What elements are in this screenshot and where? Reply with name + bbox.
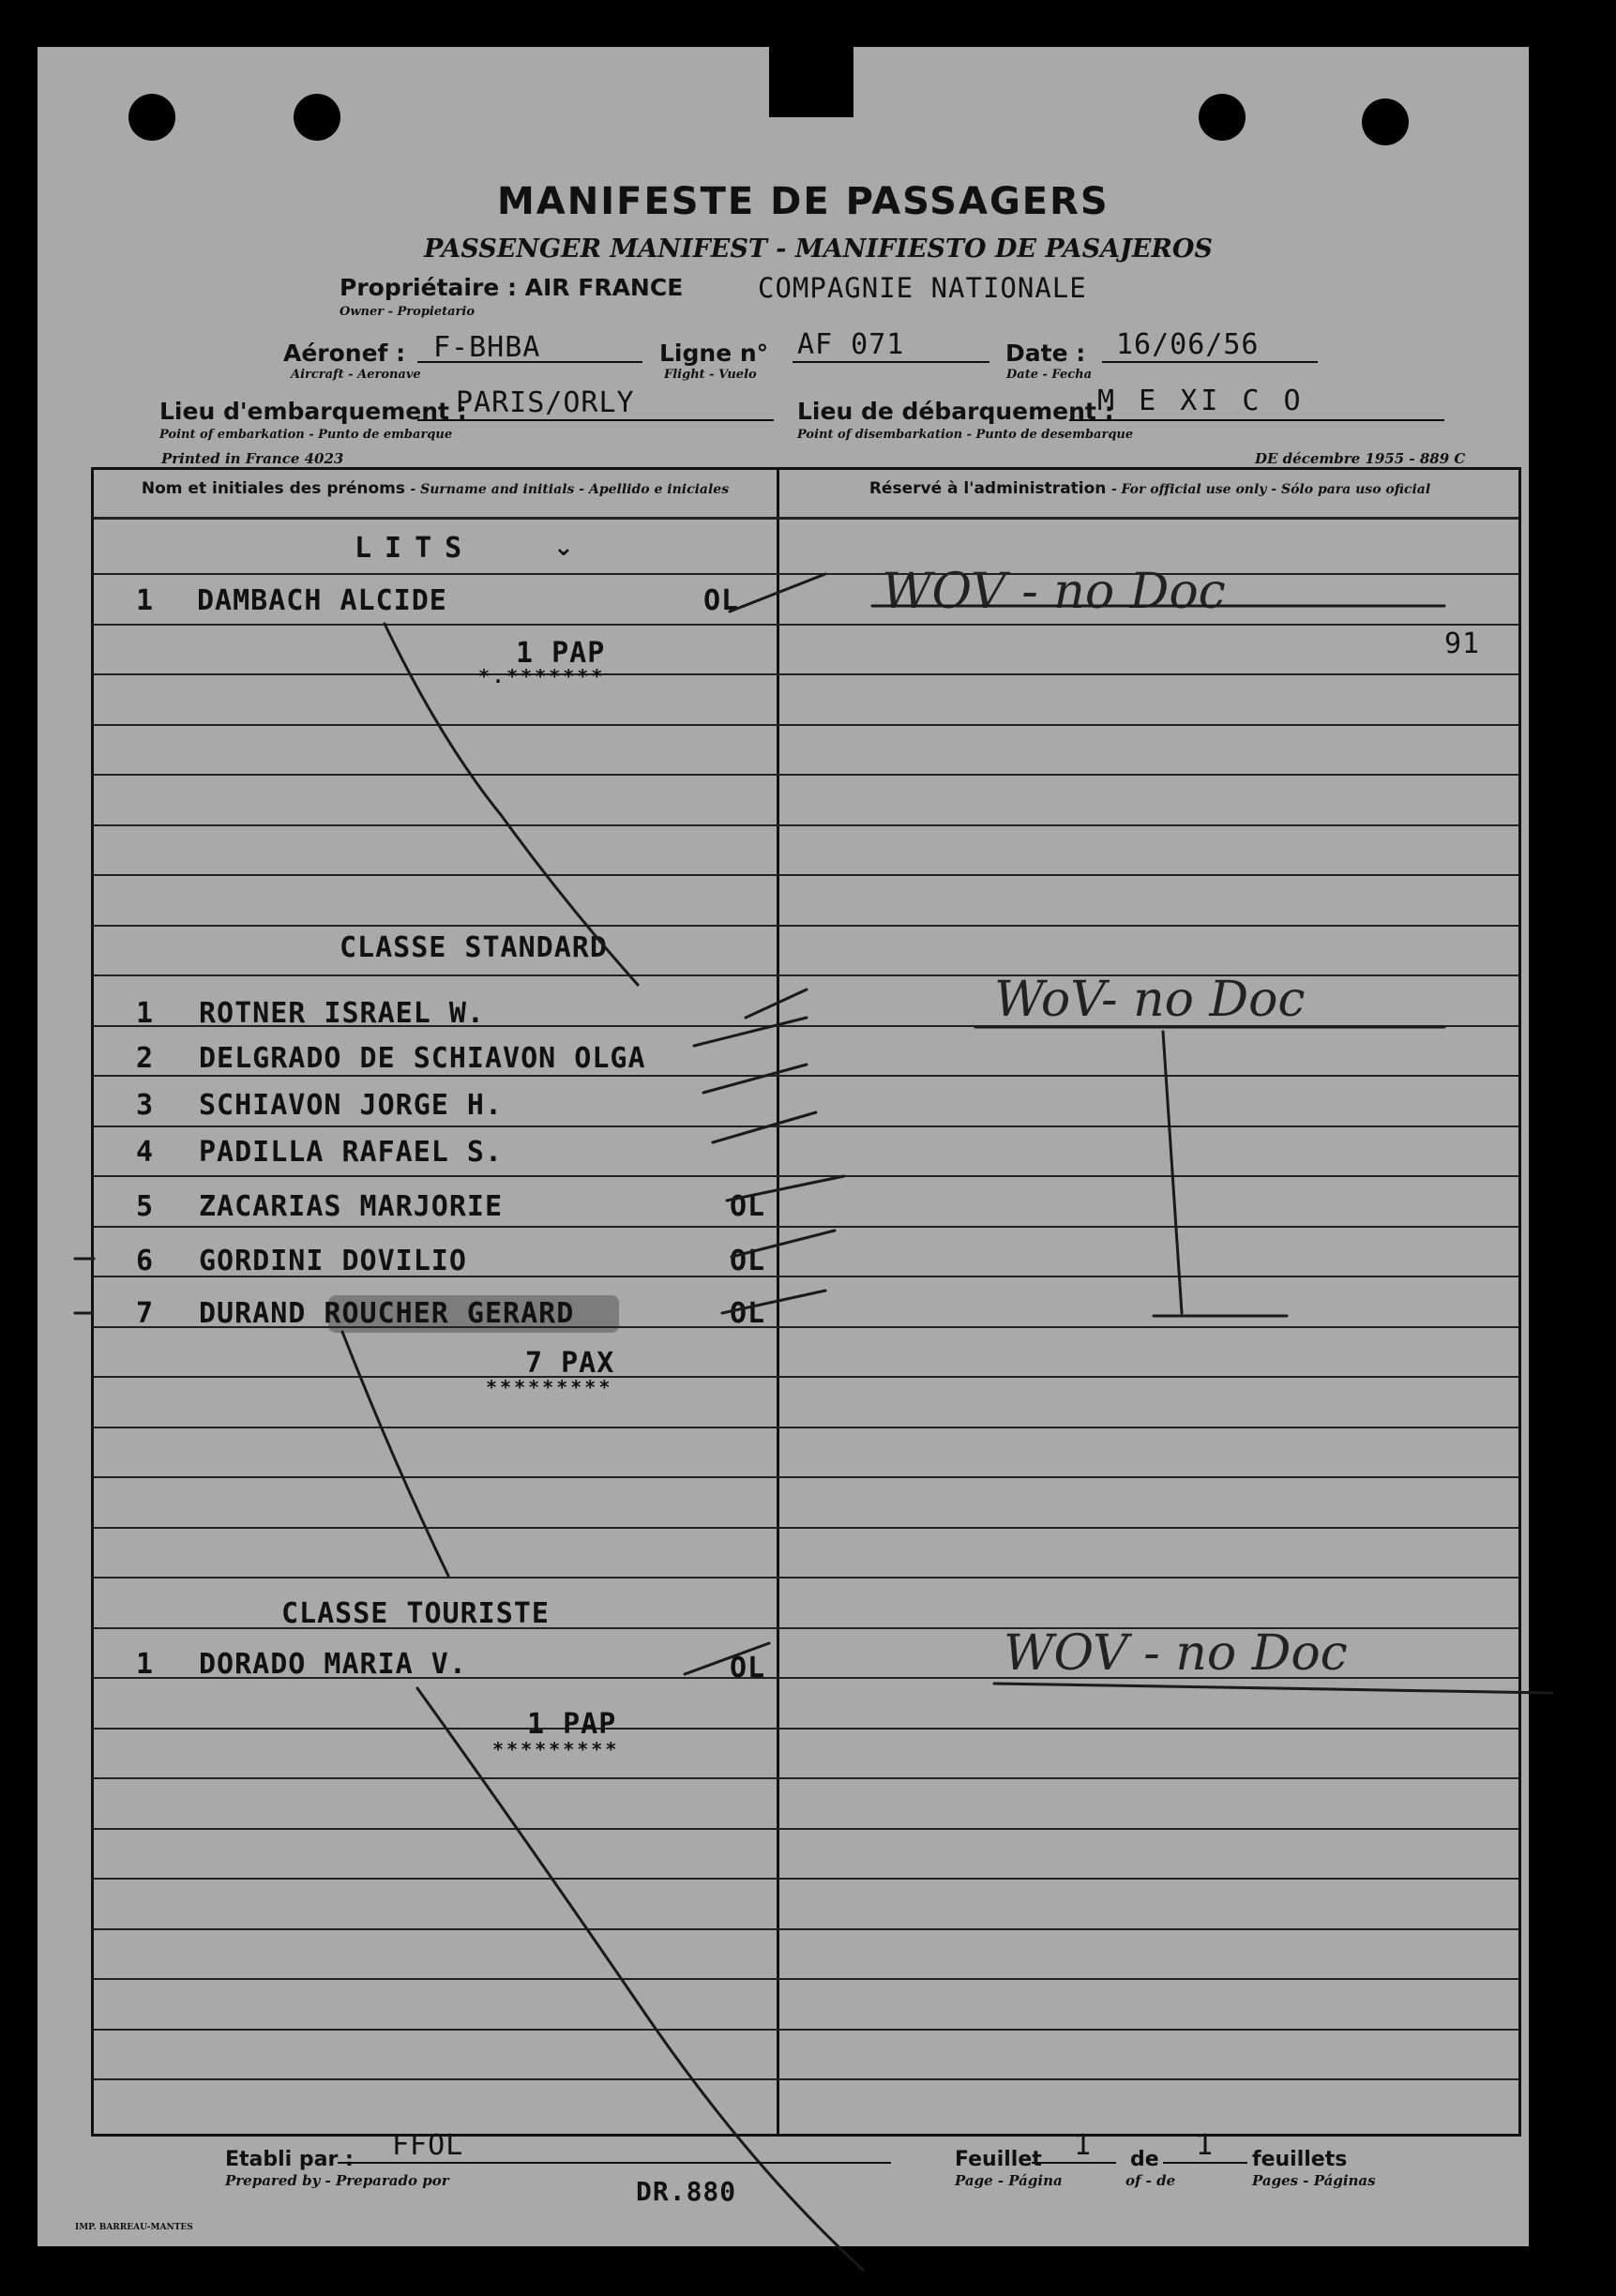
printer-mark: IMP. BARREAU-MANTES [75,2223,193,2232]
date-value: 16/06/56 [1116,328,1260,361]
form-code: DE décembre 1955 - 889 C [1255,450,1466,467]
passenger-code: OL [703,584,740,617]
section-title-lits: LITS [355,532,476,565]
passenger-name: DORADO MARIA V. [199,1648,467,1681]
pages-sub: Pages - Páginas [1252,2172,1376,2189]
sheet-underline [1032,2162,1116,2164]
passenger-code: OL [730,1297,766,1330]
passenger-name: SCHIAVON JORGE H. [199,1089,504,1122]
pen-stroke [75,1259,94,1313]
right-header-sub: - For official use only - Sólo para uso oficial [1110,482,1431,497]
section-title-standard: CLASSE STANDARD [340,931,608,964]
section-mark: ⌄ [553,534,574,562]
left-header-main: Nom et initiales des prénoms [141,479,406,498]
right-header-main: Réservé à l'administration [868,479,1107,498]
passenger-name: DURAND ROUCHER GERARD [199,1297,575,1330]
passenger-code: OL [730,1652,766,1684]
pen-stroke [685,1643,769,1674]
passenger-name: PADILLA RAFAEL S. [199,1136,504,1169]
of-label: de [1130,2148,1159,2171]
passenger-name: ZACARIAS MARJORIE [199,1190,504,1223]
pen-stroke [342,1332,448,1576]
embark-label: Lieu d'embarquement : [159,398,467,425]
flight-value: AF 071 [797,328,905,361]
total-underline [1163,2162,1247,2164]
sheet-label: Feuillet [955,2148,1042,2171]
prepared-value: FFOL [392,2129,464,2162]
manifest-title: MANIFESTE DE PASSAGERS [497,180,1110,223]
prepared-sub: Prepared by - Preparado por [225,2172,449,2189]
passenger-num: 5 [136,1190,155,1223]
section-total: 1 PAP [516,637,606,670]
aircraft-label: Aéronef : [283,340,406,367]
pen-stroke [1163,1032,1182,1313]
passenger-name: DAMBACH ALCIDE [197,584,447,617]
document-reference: DR.880 [636,2176,737,2207]
of-sub: of - de [1125,2172,1176,2189]
section-total: 1 PAP [527,1708,617,1741]
passenger-code: OL [730,1245,766,1277]
official-note: WOV - no Doc [1004,1625,1348,1682]
embark-value: PARIS/ORLY [456,386,635,419]
pen-stroke [713,1112,816,1142]
aircraft-value: F-BHBA [433,331,541,364]
prepared-label: Etabli par : [225,2148,354,2171]
official-number: 91 [1444,627,1481,660]
embark-sub: Point of embarkation - Punto de embarque [159,428,453,442]
section-stars: ********* [492,1738,620,1760]
date-sub: Date - Fecha [1006,368,1092,382]
pen-stroke [722,1291,825,1313]
section-stars: ********* [486,1376,613,1398]
passenger-num: 3 [136,1089,155,1122]
passenger-num: 2 [136,1042,155,1075]
pen-stroke [703,1065,807,1093]
official-note: WoV- no Doc [994,972,1306,1028]
total-sheets: 1 [1196,2129,1215,2162]
sheet-value: 1 [1074,2129,1093,2162]
flight-sub: Flight - Vuelo [664,368,757,382]
prepared-underline [338,2162,891,2164]
flight-label: Ligne n° [659,340,769,367]
page-sub: Page - Página [955,2172,1063,2189]
owner-value: COMPAGNIE NATIONALE [758,272,1087,304]
passenger-num: 6 [136,1245,155,1277]
passenger-code: OL [730,1190,766,1223]
passenger-num: 1 [136,1648,155,1681]
aircraft-sub: Aircraft - Aeronave [291,368,421,382]
sheets-label: feuillets [1252,2148,1348,2171]
passenger-num: 1 [136,997,155,1030]
passenger-name: DELGRADO DE SCHIAVON OLGA [199,1042,646,1075]
pen-stroke [730,574,825,612]
pen-stroke [746,989,807,1018]
owner-label: Propriétaire : AIR FRANCE [340,274,684,301]
passenger-num: 4 [136,1136,155,1169]
passenger-num: 7 [136,1297,155,1330]
section-title-touriste: CLASSE TOURISTE [281,1597,550,1630]
pen-stroke [732,1231,835,1257]
section-total: 7 PAX [525,1347,615,1380]
pen-stroke [994,1684,1552,1693]
passenger-name: GORDINI DOVILIO [199,1245,467,1277]
manifest-subtitle: PASSENGER MANIFEST - MANIFIESTO DE PASAJEROS [424,234,1213,264]
left-header-sub: - Surname and initials - Apellido e iniciales [410,482,730,497]
passenger-name: ROTNER ISRAEL W. [199,997,485,1030]
official-note: WOV - no Doc [882,564,1226,620]
section-stars: *.******* [478,665,606,687]
date-label: Date : [1005,340,1086,367]
pen-stroke [694,1018,807,1046]
owner-sub: Owner - Propietario [340,305,476,319]
pen-stroke [385,624,638,985]
disembark-value: M E XI C O [1097,385,1305,417]
pen-stroke [727,1176,844,1201]
passenger-num: 1 [136,584,155,617]
disembark-sub: Point of disembarkation - Punto de desembarque [797,428,1134,442]
printed-note: Printed in France 4023 [161,450,344,467]
disembark-label: Lieu de débarquement : [797,398,1114,425]
